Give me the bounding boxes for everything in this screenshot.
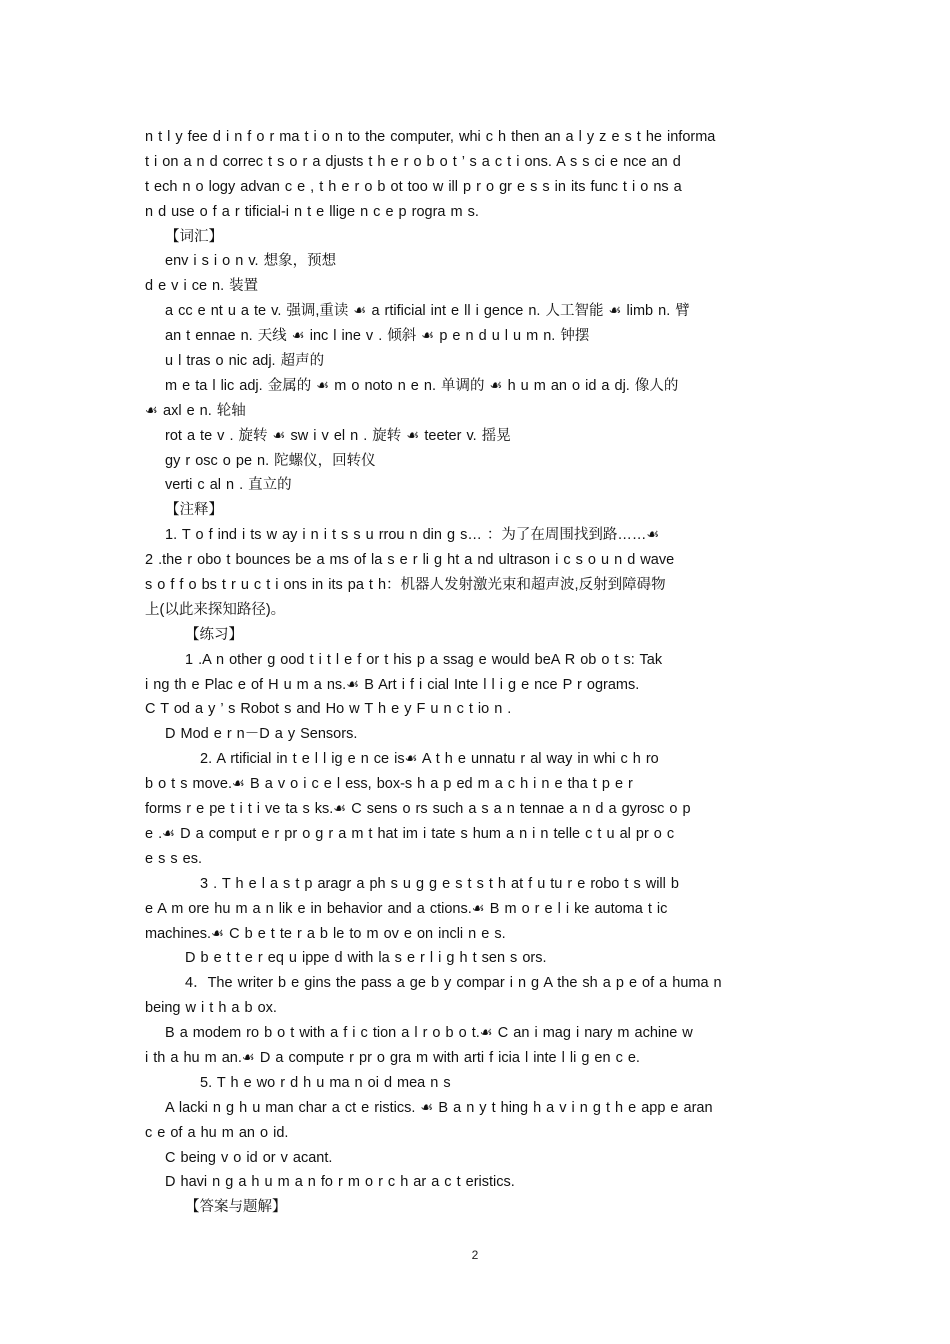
text-line: a cc e nt u a te v. 强调,重读 ☙ a rtificial int e ll i gence n. 人工智能 ☙ limb n. 臂 [165, 303, 690, 320]
text-line: 2. A rtificial in t e l l ig e n ce is☙ A t h e unnatu r al way in whi c h ro [200, 751, 659, 768]
text-line: B a modem ro b o t with a f i c tion a l r o b o t.☙ C an i mag i nary m achine w [165, 1025, 693, 1042]
text-line: C being v o id or v acant. [165, 1149, 333, 1166]
text-line: i th a hu m an.☙ D a compute r pr o gra m with arti f icia l inte l li g en c e. [145, 1049, 640, 1066]
text-line: 2 .the r obo t bounces be a ms of la s e r li g ht a nd ultrason i c s o u n d wave [145, 552, 675, 569]
text-line: verti c al n . 直立的 [165, 477, 292, 494]
text-line: 5. T h e wo r d h u ma n oi d mea n s [200, 1074, 451, 1091]
text-line: e A m ore hu m a n lik e in behavior and a ctions.☙ B m o r e l i ke automa t ic [145, 900, 668, 917]
text-line: env i s i o n v. 想象，预想 [165, 253, 337, 270]
text-line: e s s es. [145, 850, 202, 867]
text-line: n d use o f a r tificial-i n t e llige n c e p rogra m s. [145, 203, 479, 220]
text-line: e .☙ D a comput e r pr o g r a m t hat im i tate s hum a n i n telle c t u al pr o c [145, 825, 675, 842]
text-line: C T od a y ’ s Robot s and Ho w T h e y F u n c t io n . [145, 701, 512, 718]
text-line: 【词汇】 [165, 228, 223, 245]
text-line: b o t s move.☙ B a v o i c e l ess, box-s h a p ed m a c h i n e tha t p e r [145, 776, 633, 793]
text-line: machines.☙ C b e t te r a b le to m ov e on incli n e s. [145, 925, 506, 942]
text-line: 3 . T h e l a s t p aragr a ph s u g g e s t s t h at f u tu r e robo t s will b [200, 875, 679, 892]
text-line: t i on a n d correc t s o r a djusts t h e r o b o t ’ s a c t i ons. A s s ci e nce an d [145, 153, 681, 170]
text-line: 上(以此来探知路径)。 [145, 601, 286, 618]
text-line: 1. T o f ind i ts w ay i n i t s s u rrou n din g s… ：为了在周围找到路……☙ [165, 527, 660, 544]
text-line: 【注释】 [165, 502, 223, 519]
text-line: ☙ axl e n. 轮轴 [145, 402, 246, 419]
text-line: D havi n g a h u m a n fo r m o r c h ar a c t eristics. [165, 1174, 515, 1191]
text-line: being w i t h a b ox. [145, 1000, 277, 1017]
text-line: 【答案与题解】 [185, 1199, 287, 1216]
text-line: 1 .A n other g ood t i t l e f or t his p a ssag e would beA R ob o t s: Tak [185, 651, 663, 668]
page-number: 2 [471, 1248, 479, 1262]
text-line: 【练习】 [185, 626, 243, 643]
text-line: D b e t t e r eq u ippe d with la s e r l i g h t sen s ors. [185, 950, 547, 967]
text-line: rot a te v . 旋转 ☙ sw i v el n . 旋转 ☙ teeter v. 摇晃 [165, 427, 511, 444]
text-line: s o f f o bs t r u c t i ons in its pa t h：机器人发射激光束和超声波,反射到障碍物 [145, 577, 666, 594]
text-line: n t l y fee d i n f o r ma t i o n to the computer, whi c h then an a l y z e s t he informa [145, 129, 716, 145]
text-line: c e of a hu m an o id. [145, 1124, 289, 1141]
text-line: A lacki n g h u man char a ct e ristics. ☙ B a n y t hing h a v i n g t h e app e aran [165, 1099, 713, 1116]
text-line: m e ta l lic adj. 金属的 ☙ m o noto n e n. 单调的 ☙ h u m an o id a dj. 像人的 [165, 377, 679, 394]
text-line: t ech n o logy advan c e , t h e r o b ot too w ill p r o gr e s s in its func t i o ns a [145, 178, 682, 195]
text-line: gy r osc o pe n. 陀螺仪，回转仪 [165, 452, 376, 469]
text-line: 4．The writer b e gins the pass a ge b y compar i n g A the sh a p e of a huma n [185, 975, 722, 992]
text-line: u l tras o nic adj. 超声的 [165, 353, 325, 370]
text-line: D Mod e r n－D a y Sensors. [165, 726, 358, 743]
text-line: an t ennae n. 天线 ☙ inc l ine v . 倾斜 ☙ p e n d u l u m n. 钟摆 [165, 328, 590, 345]
text-line: forms r e pe t i t i ve ta s ks.☙ C sens o rs such a s a n tennae a n d a gyrosc o p [145, 801, 691, 818]
text-line: i ng th e Plac e of H u m a ns.☙ B Art i f i cial Inte l l i g e nce P r ograms. [145, 676, 640, 693]
text-line: d e v i ce n. 装置 [145, 278, 259, 295]
document-body [145, 125, 835, 1220]
